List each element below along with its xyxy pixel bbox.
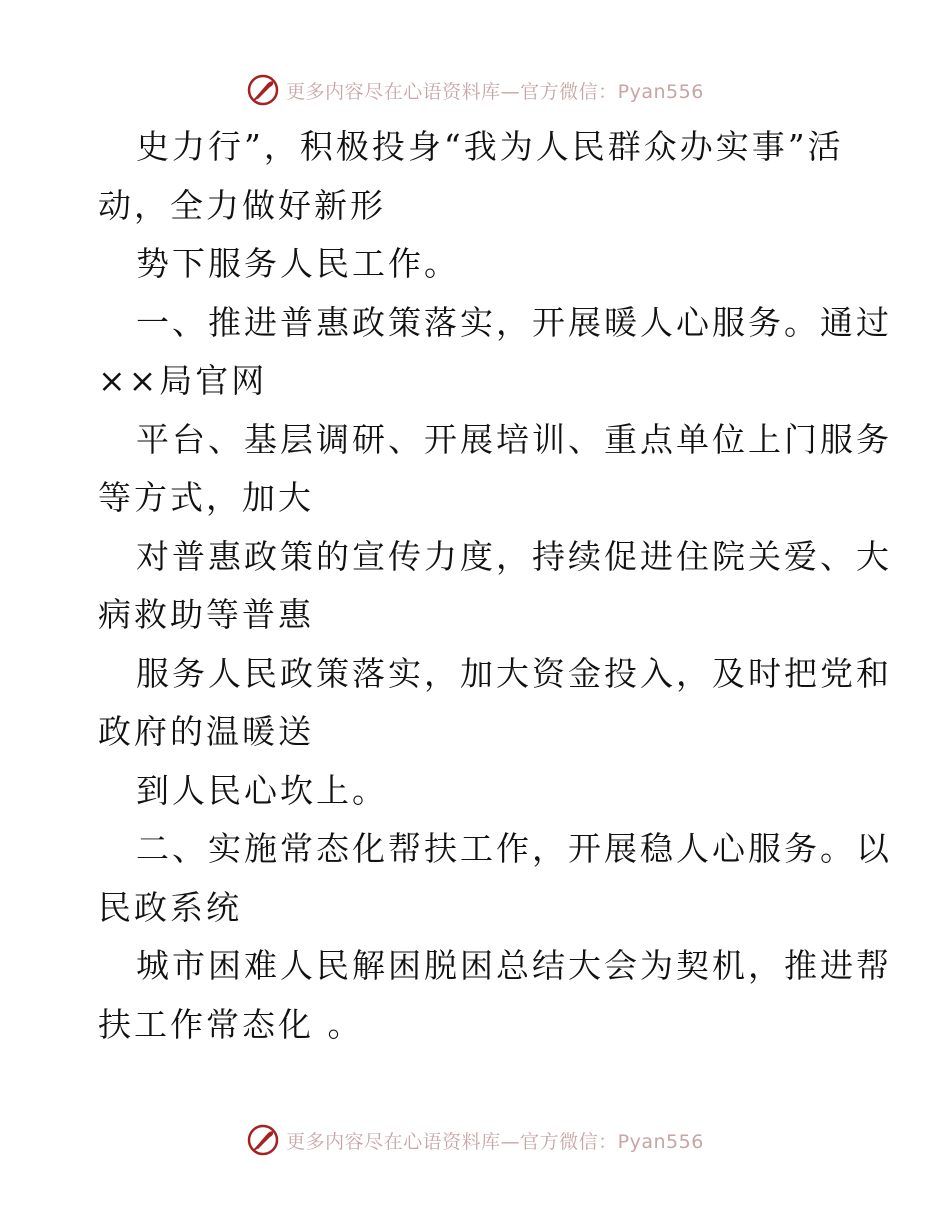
header-watermark [0, 70, 950, 110]
quill-pen-logo-icon [246, 73, 280, 107]
text-line: 服务人民政策落实，加大资金投入，及时把党和 [136, 653, 892, 693]
text-line: ××局官网 [98, 361, 268, 400]
watermark-text: 更多内容尽在心语资料库—官方微信：Pyan556 [286, 80, 704, 103]
text-line: 城市困难人民解困脱困总结大会为契机，推进帮 [136, 946, 892, 985]
document-body [98, 118, 892, 1054]
text-line: 政府的温暖送 [98, 712, 314, 751]
text-line: 民政系统 [98, 887, 242, 927]
text-line: 对普惠政策的宣传力度，持续促进住院关爱、大 [136, 536, 892, 576]
text-line: 到人民心坎上。 [136, 770, 388, 810]
quill-pen-logo-icon [246, 1123, 280, 1157]
watermark-text: 更多内容尽在心语资料库—官方微信：Pyan556 [286, 1130, 704, 1153]
text-line: 势下服务人民工作。 [136, 244, 460, 283]
text-line: 动，全力做好新形 [98, 185, 386, 225]
text-line: 扶工作常态化 。 [98, 1004, 364, 1044]
text-line: 病救助等普惠 [98, 595, 314, 634]
text-line: 平台、基层调研、开展培训、重点单位上门服务 [136, 419, 892, 459]
text-line: 一、推进普惠政策落实，开展暖人心服务。通过 [136, 302, 892, 342]
text-line: 二、实施常态化帮扶工作，开展稳人心服务。以 [136, 829, 892, 868]
text-line: 等方式，加大 [98, 478, 314, 517]
footer-watermark [0, 1120, 950, 1160]
text-line: 史力行”，积极投身“我为人民群众办实事”活 [136, 127, 844, 166]
